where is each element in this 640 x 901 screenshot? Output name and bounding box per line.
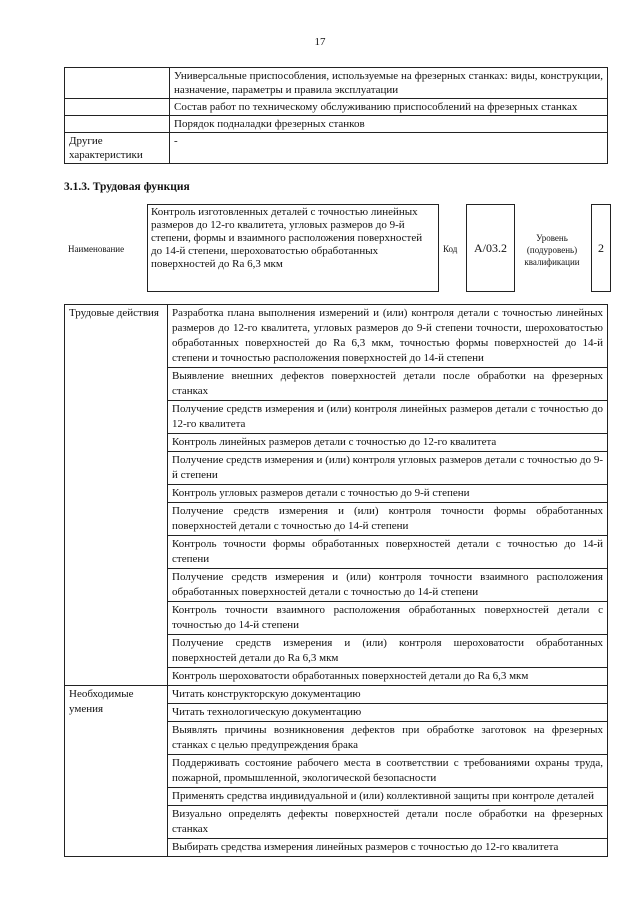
main-table <box>64 304 608 857</box>
labor-actions-label: Трудовые действия <box>65 305 168 686</box>
function-header <box>64 204 612 296</box>
page-number: 17 <box>314 36 326 48</box>
name-value: Контроль изготовленных деталей с точностью линейных размеров до 12-го квалитета, угловых размеров до 9-й степени, формы и взаимного расположения поверхностей до 14-й степени, шероховатостью обработанных поверхностей до Ra 6,3 мкм <box>147 204 439 292</box>
skill: Выявлять причины возникновения дефектов при обработке заготовок на фрезерных станках с целью предупреждения брака <box>168 722 608 755</box>
name-label: Наименование <box>68 244 125 254</box>
row-text: - <box>170 133 608 164</box>
skill: Применять средства индивидуальной и (или) коллективной защиты при контроле деталей <box>168 788 608 806</box>
skill: Выбирать средства измерения линейных размеров с точностью до 12-го квалитета <box>168 839 608 857</box>
skill: Читать технологическую документацию <box>168 704 608 722</box>
code-value: А/03.2 <box>466 204 515 292</box>
skill: Поддерживать состояние рабочего места в соответствии с требованиями охраны труда, пожарной, промышленной, экологической безопасности <box>168 755 608 788</box>
row-text: Универсальные приспособления, используемые на фрезерных станках: виды, конструкции, назначение, параметры и правила эксплуатации <box>170 68 608 99</box>
section-title: 3.1.3. Трудовая функция <box>64 181 190 193</box>
labor-action: Выявление внешних дефектов поверхностей детали после обработки на фрезерных станках <box>168 368 608 401</box>
labor-action: Получение средств измерения и (или) контроля шероховатости обработанных поверхностей детали до Ra 6,3 мкм <box>168 635 608 668</box>
row-label <box>65 68 170 99</box>
labor-action: Получение средств измерения и (или) контроля угловых размеров детали с точностью до 9-й степени <box>168 452 608 485</box>
table-row <box>65 116 608 133</box>
skills-label: Необходимые умения <box>65 686 168 857</box>
skill: Читать конструкторскую документацию <box>168 686 608 704</box>
labor-action: Контроль угловых размеров детали с точностью до 9-й степени <box>168 485 608 503</box>
row-text: Состав работ по техническому обслуживанию приспособлений на фрезерных станках <box>170 99 608 116</box>
skill: Визуально определять дефекты поверхностей детали после обработки на фрезерных станках <box>168 806 608 839</box>
level-value: 2 <box>591 204 611 292</box>
labor-action: Получение средств измерения и (или) контроля точности формы обработанных поверхностей детали с точностью до 14-й степени <box>168 503 608 536</box>
row-text: Порядок подналадки фрезерных станков <box>170 116 608 133</box>
labor-action: Получение средств измерения и (или) контроля точности взаимного расположения обработанных поверхностей детали с точностью до 14-й степени <box>168 569 608 602</box>
level-label: Уровень (подуровень) квалификации <box>524 233 580 267</box>
labor-action: Контроль точности формы обработанных поверхностей детали с точностью до 14-й степени <box>168 536 608 569</box>
labor-action: Контроль шероховатости обработанных поверхностей детали до Ra 6,3 мкм <box>168 668 608 686</box>
row-label <box>65 116 170 133</box>
top-table <box>64 67 608 164</box>
table-row <box>65 686 608 704</box>
labor-action: Получение средств измерения и (или) контроля линейных размеров детали с точностью до 12-го квалитета <box>168 401 608 434</box>
table-row <box>65 68 608 99</box>
labor-action: Контроль линейных размеров детали с точностью до 12-го квалитета <box>168 434 608 452</box>
table-row <box>65 305 608 368</box>
labor-action: Разработка плана выполнения измерений и (или) контроля детали с точностью линейных размеров до 12-го квалитета, угловых размеров до 9-й степени точности, шероховатостью обработанных поверхностей до Ra 6,3 мкм, точностью формы поверхностей до 14-й степени и точностью расположения поверхностей до 14-й степени <box>168 305 608 368</box>
row-label <box>65 99 170 116</box>
table-row <box>65 99 608 116</box>
labor-action: Контроль точности взаимного расположения обработанных поверхностей детали с точностью до 14-й степени <box>168 602 608 635</box>
code-label: Код <box>443 244 458 254</box>
row-label: Другие характеристики <box>65 133 170 164</box>
table-row <box>65 133 608 164</box>
